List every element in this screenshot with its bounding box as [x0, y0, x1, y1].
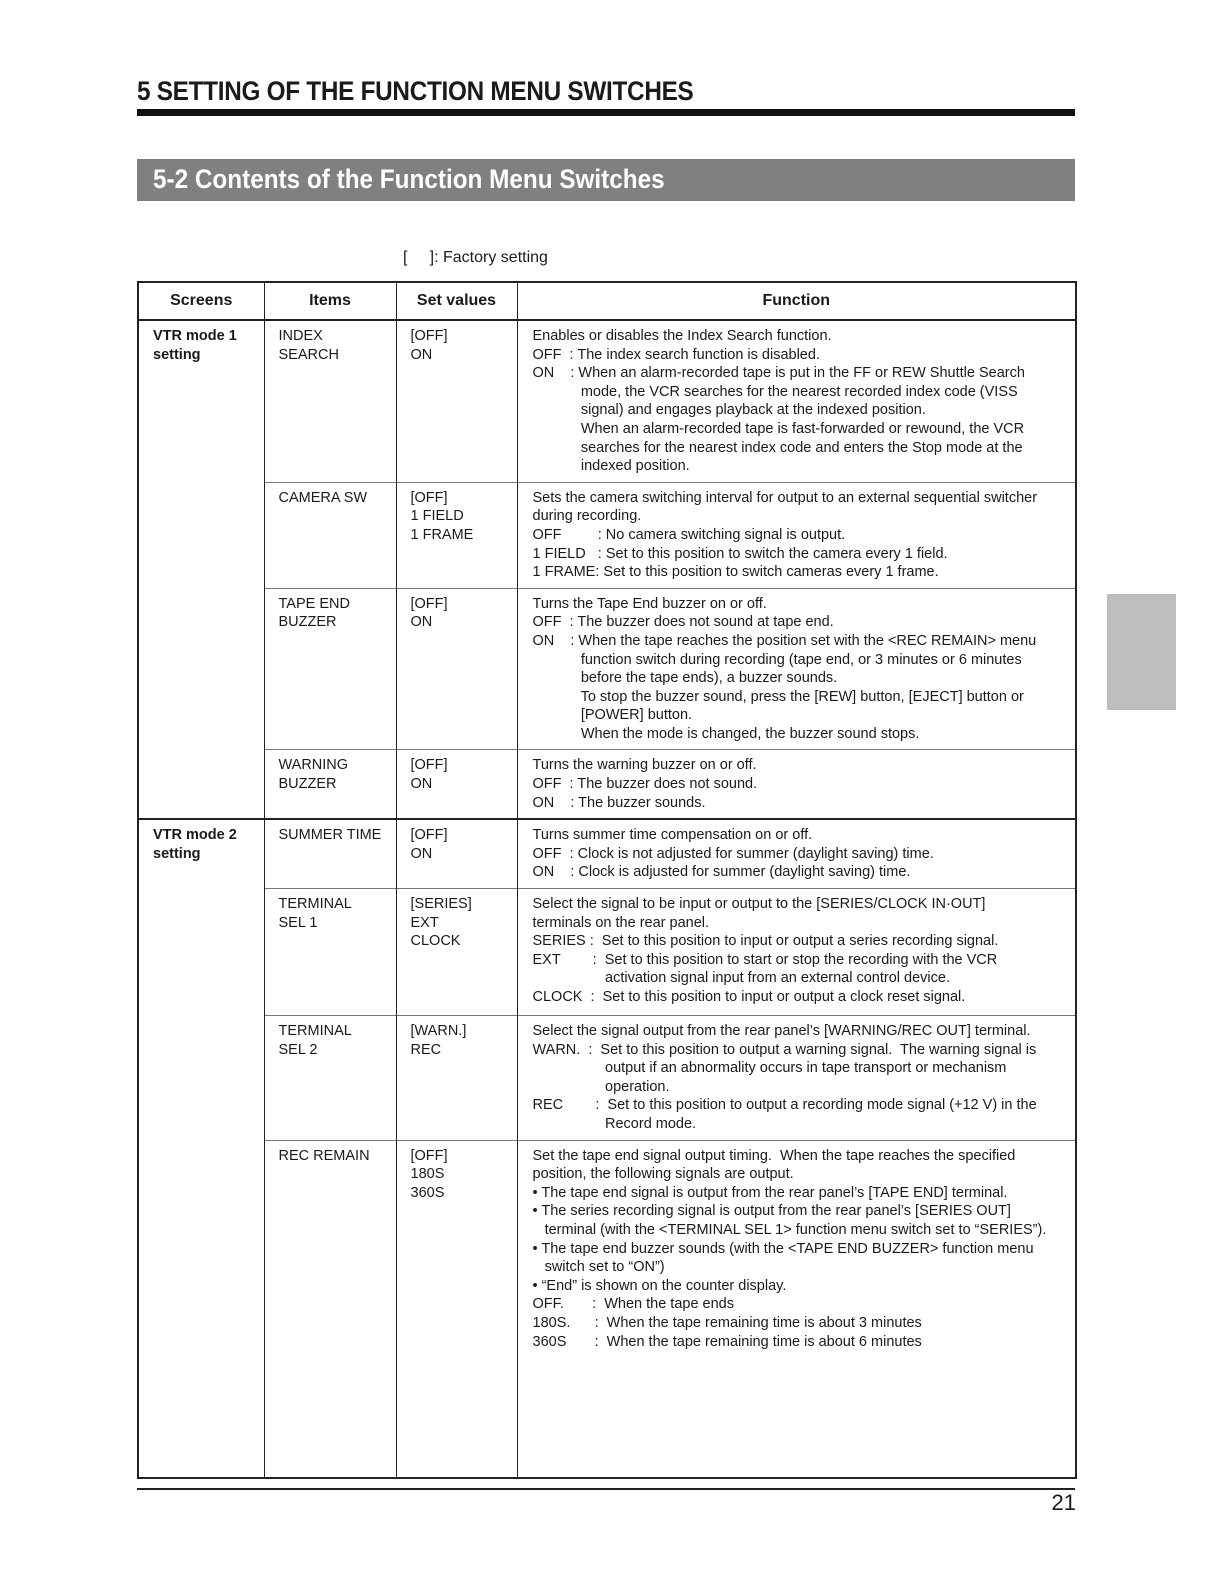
function-description-line: SERIES : Set to this position to input or output a series recording signal.: [532, 933, 999, 950]
column-header-set-values: Set values: [396, 282, 517, 320]
set-value-line: 1 FRAME: [410, 526, 474, 543]
set-value: [411, 1147, 517, 1203]
column-header-screens: Screens: [138, 282, 264, 320]
function-description: [533, 756, 1066, 812]
set-value-line: [WARN.]: [410, 1023, 467, 1040]
function-description-line: When the mode is changed, the buzzer sound stops.: [532, 725, 920, 742]
chapter-side-tab: [1107, 594, 1176, 710]
function-description-line: ON : The buzzer sounds.: [532, 794, 706, 811]
function-description-line: indexed position.: [532, 458, 690, 475]
function-description: [533, 1022, 1066, 1134]
item-name-line: SUMMER TIME: [278, 827, 382, 844]
set-value-line: [OFF]: [410, 827, 448, 844]
set-values-cell: [396, 819, 517, 888]
item-cell: [264, 889, 396, 1016]
function-description-line: OFF. : When the tape ends: [532, 1296, 734, 1313]
screen-name-line: setting: [153, 845, 201, 862]
item-cell: [264, 482, 396, 588]
function-description-line: output if an abnormality occurs in tape transport or mechanism: [532, 1060, 1007, 1077]
table-row: [138, 482, 1076, 588]
function-description-line: function switch during recording (tape end, or 3 minutes or 6 minutes: [532, 651, 1022, 668]
set-values-cell: [396, 1016, 517, 1141]
function-description-line: Turns the warning buzzer on or off.: [532, 757, 757, 774]
screen-cell: [138, 819, 264, 1478]
chapter-title: 5 SETTING OF THE FUNCTION MENU SWITCHES: [137, 76, 694, 106]
function-description-line: ON : Clock is adjusted for summer (daylight saving) time.: [532, 864, 911, 881]
function-description-line: signal) and engages playback at the indexed position.: [532, 402, 926, 419]
function-description: [533, 327, 1066, 476]
screen-name: [153, 327, 264, 364]
function-description-line: activation signal input from an external control device.: [532, 970, 950, 987]
function-cell: [517, 750, 1076, 819]
item-name-line: BUZZER: [278, 614, 337, 631]
function-description-line: [POWER] button.: [532, 707, 693, 724]
function-description-line: 1 FRAME: Set to this position to switch cameras every 1 frame.: [532, 564, 939, 581]
factory-setting-note: [ ]: Factory setting: [403, 249, 548, 266]
set-values-cell: [396, 1140, 517, 1478]
function-menu-table: [137, 281, 1077, 1479]
screen-name: [153, 826, 264, 863]
table-row: [138, 889, 1076, 1016]
function-description: [533, 895, 1066, 1007]
function-cell: [517, 1016, 1076, 1141]
screen-name-line: VTR mode 2: [153, 827, 237, 844]
item-name: [279, 595, 396, 632]
table-header-row: [138, 282, 1076, 320]
set-value-line: [OFF]: [410, 1147, 448, 1164]
item-name-line: BUZZER: [278, 776, 337, 793]
section-band: [137, 159, 1075, 201]
function-description-line: 360S : When the tape remaining time is about 6 minutes: [532, 1333, 922, 1350]
set-value-line: ON: [410, 614, 433, 631]
function-cell: [517, 320, 1076, 482]
function-description: [533, 595, 1066, 744]
table-row: [138, 819, 1076, 888]
function-cell: [517, 1140, 1076, 1478]
column-header-items: Items: [264, 282, 396, 320]
set-value: [411, 756, 517, 793]
function-cell: [517, 482, 1076, 588]
set-value-line: [SERIES]: [410, 896, 472, 913]
function-description-line: OFF : Clock is not adjusted for summer (daylight saving) time.: [532, 845, 934, 862]
set-value: [411, 1022, 517, 1059]
function-description-line: terminals on the rear panel.: [532, 914, 710, 931]
set-value-line: ON: [410, 776, 433, 793]
function-description-line: To stop the buzzer sound, press the [REW] button, [EJECT] button or: [532, 688, 1024, 705]
function-description-line: terminal (with the <TERMINAL SEL 1> function menu switch set to “SERIES”).: [532, 1221, 1047, 1238]
item-name-line: CAMERA SW: [278, 489, 368, 506]
set-value-line: [OFF]: [410, 757, 448, 774]
item-name: [279, 489, 396, 508]
set-value-line: ON: [410, 346, 433, 363]
function-cell: [517, 588, 1076, 750]
function-description-line: • The tape end signal is output from the rear panel’s [TAPE END] terminal.: [532, 1184, 1008, 1201]
page-number: 21: [1051, 1490, 1076, 1515]
function-description-line: 1 FIELD : Set to this position to switch the camera every 1 field.: [532, 545, 948, 562]
function-description-line: Enables or disables the Index Search function.: [532, 328, 832, 344]
function-description: [533, 1147, 1066, 1352]
set-values-cell: [396, 889, 517, 1016]
set-value-line: 360S: [410, 1184, 445, 1201]
function-description-line: Set the tape end signal output timing. When the tape reaches the specified: [532, 1147, 1016, 1164]
item-name-line: TERMINAL: [278, 896, 352, 913]
set-values-cell: [396, 320, 517, 482]
item-cell: [264, 750, 396, 819]
item-name: [279, 1022, 396, 1059]
function-description-line: EXT : Set to this position to start or stop the recording with the VCR: [532, 951, 998, 968]
set-value-line: [OFF]: [410, 489, 448, 506]
function-description-line: • The series recording signal is output from the rear panel’s [SERIES OUT]: [532, 1203, 1011, 1220]
set-values-cell: [396, 482, 517, 588]
set-value-line: 1 FIELD: [410, 508, 464, 525]
function-description-line: OFF : The index search function is disabled.: [532, 346, 820, 363]
function-description-line: OFF : The buzzer does not sound at tape end.: [532, 614, 834, 631]
set-value: [411, 595, 517, 632]
function-description-line: WARN. : Set to this position to output a warning signal. The warning signal is: [532, 1041, 1037, 1058]
function-description-line: REC : Set to this position to output a recording mode signal (+12 V) in the: [532, 1097, 1037, 1114]
item-name: [279, 826, 396, 845]
function-description-line: CLOCK : Set to this position to input or output a clock reset signal.: [532, 989, 966, 1005]
function-description-line: Turns summer time compensation on or off.: [532, 827, 813, 844]
function-description-line: searches for the nearest index code and enters the Stop mode at the: [532, 439, 1023, 456]
set-value: [411, 826, 517, 863]
table-row: [138, 750, 1076, 819]
set-value-line: 180S: [410, 1166, 445, 1183]
function-description-line: switch set to “ON”): [532, 1259, 665, 1276]
table-row: [138, 1140, 1076, 1478]
item-name: [279, 895, 396, 932]
function-description-line: mode, the VCR searches for the nearest recorded index code (VISS: [532, 383, 1018, 400]
item-cell: [264, 1140, 396, 1478]
item-cell: [264, 588, 396, 750]
function-description-line: during recording.: [532, 508, 642, 525]
function-description-line: Select the signal output from the rear panel’s [WARNING/REC OUT] terminal.: [532, 1023, 1031, 1040]
item-cell: [264, 1016, 396, 1141]
item-name: [279, 327, 396, 364]
function-cell: [517, 819, 1076, 888]
item-name-line: REC REMAIN: [278, 1147, 370, 1164]
screen-name-line: VTR mode 1: [153, 328, 237, 344]
screen-cell: [138, 320, 264, 819]
function-cell: [517, 889, 1076, 1016]
set-value-line: [OFF]: [410, 328, 448, 344]
function-description-line: Select the signal to be input or output to the [SERIES/CLOCK IN·OUT]: [532, 896, 986, 913]
table-body: [138, 320, 1076, 1478]
item-name-line: SEARCH: [278, 346, 339, 363]
set-value: [411, 327, 517, 364]
item-cell: [264, 819, 396, 888]
item-name-line: WARNING: [278, 757, 349, 774]
set-value-line: CLOCK: [410, 933, 461, 950]
column-header-function: Function: [517, 282, 1076, 320]
function-description-line: ON : When an alarm-recorded tape is put in the FF or REW Shuttle Search: [532, 365, 1025, 382]
table-row: [138, 320, 1076, 482]
set-value-line: ON: [410, 845, 433, 862]
item-name-line: TAPE END: [278, 595, 350, 612]
function-description-line: OFF : No camera switching signal is output.: [532, 526, 846, 543]
function-description-line: Record mode.: [532, 1116, 697, 1132]
function-description-line: Turns the Tape End buzzer on or off.: [532, 595, 767, 612]
set-value-line: REC: [410, 1041, 442, 1058]
function-description-line: operation.: [532, 1078, 670, 1095]
set-value: [411, 895, 517, 951]
set-value-line: [OFF]: [410, 595, 448, 612]
chapter-rule: [137, 109, 1075, 116]
set-value-line: EXT: [410, 914, 439, 931]
item-name-line: SEL 1: [278, 914, 318, 931]
item-name-line: SEL 2: [278, 1041, 318, 1058]
function-description-line: 180S. : When the tape remaining time is about 3 minutes: [532, 1314, 922, 1331]
function-description-line: OFF : The buzzer does not sound.: [532, 776, 758, 793]
function-description-line: before the tape ends), a buzzer sounds.: [532, 670, 838, 687]
function-description-line: • The tape end buzzer sounds (with the <TAPE END BUZZER> function menu: [532, 1240, 1034, 1257]
function-description: [533, 826, 1066, 882]
set-value: [411, 489, 517, 545]
item-name-line: TERMINAL: [278, 1023, 352, 1040]
function-description-line: Sets the camera switching interval for output to an external sequential switcher: [532, 489, 1038, 506]
function-description: [533, 489, 1066, 582]
function-description-line: ON : When the tape reaches the position set with the <REC REMAIN> menu: [532, 632, 1037, 649]
screen-name-line: setting: [153, 346, 201, 363]
set-values-cell: [396, 588, 517, 750]
table-row: [138, 588, 1076, 750]
footer-rule: [137, 1488, 1075, 1490]
function-description-line: • “End” is shown on the counter display.: [532, 1277, 787, 1294]
function-description-line: When an alarm-recorded tape is fast-forwarded or rewound, the VCR: [532, 420, 1025, 437]
section-title: 5-2 Contents of the Function Menu Switches: [153, 164, 665, 194]
table-row: [138, 1016, 1076, 1141]
set-values-cell: [396, 750, 517, 819]
item-cell: [264, 320, 396, 482]
function-description-line: position, the following signals are output.: [532, 1166, 794, 1183]
item-name-line: INDEX: [278, 328, 323, 344]
item-name: [279, 1147, 396, 1166]
item-name: [279, 756, 396, 793]
